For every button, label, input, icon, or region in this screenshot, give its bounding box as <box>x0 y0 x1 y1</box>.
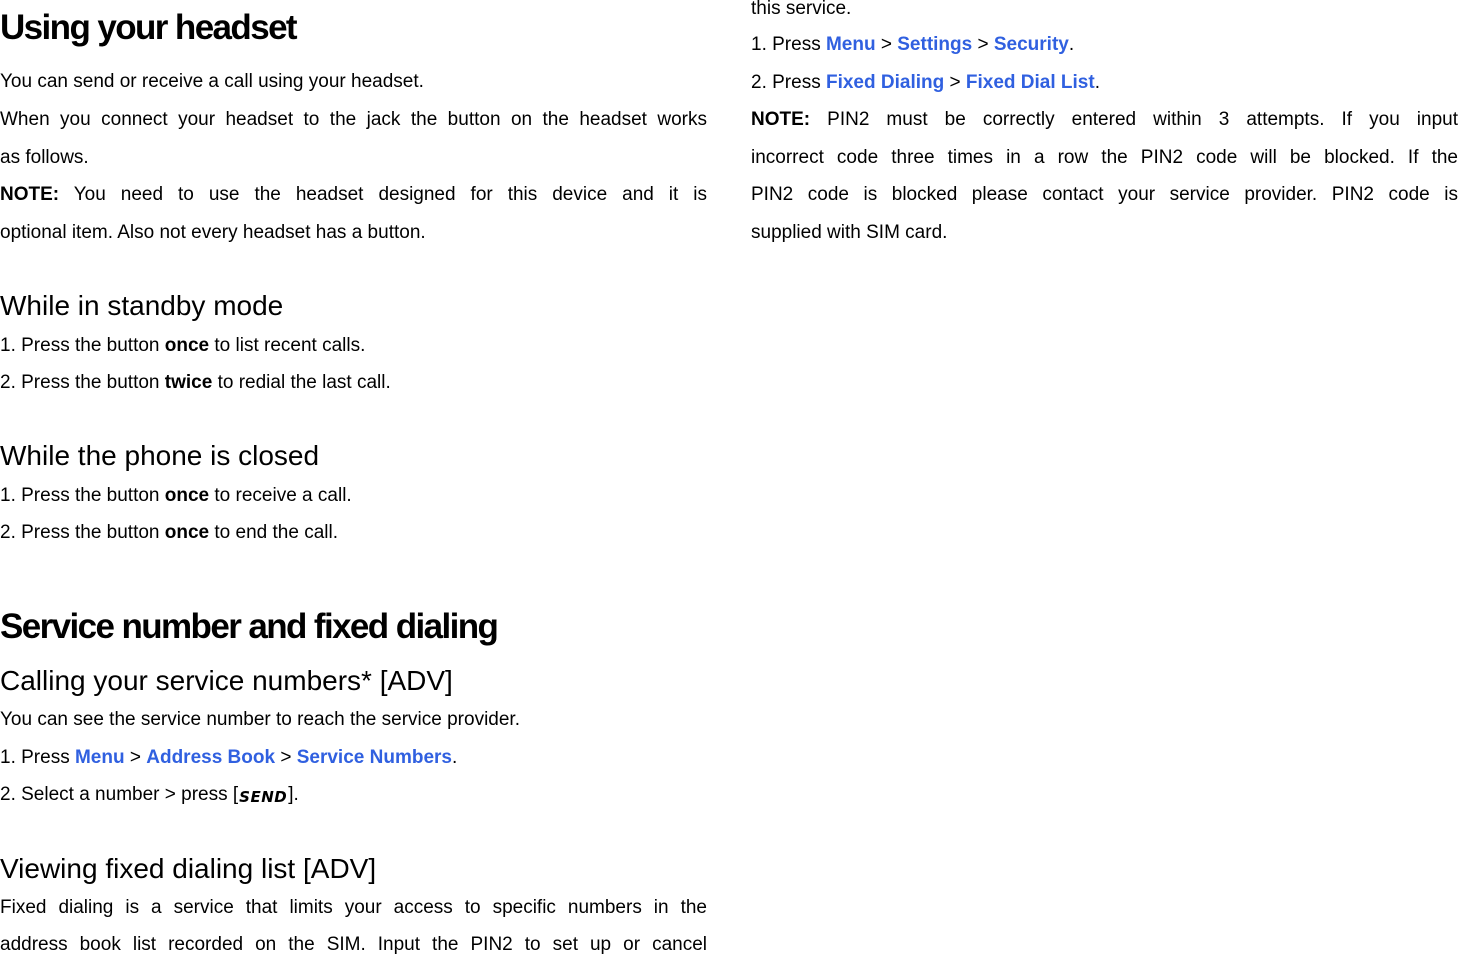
pin2-note-line1 <box>751 108 1458 132</box>
standby-heading: While in standby mode <box>0 290 284 321</box>
section-title-service: Service number and fixed dialing <box>0 607 498 646</box>
service-step-1: 1. Press Menu > Address Book > Service Numbers. <box>0 747 458 768</box>
headset-note-line2: optional item. Also not every headset has a button. <box>0 222 426 243</box>
menu-path-fixed-dialing: Fixed Dialing <box>825 72 945 93</box>
service-step-2: 2. Select a number > press [SEND]. <box>0 784 299 806</box>
standby-item-1: 1. Press the button once to list recent calls. <box>0 335 366 356</box>
menu-path-settings: Settings <box>897 34 973 55</box>
note-label: NOTE: <box>0 184 60 205</box>
menu-path-menu: Menu <box>825 34 876 55</box>
note-label: NOTE: <box>751 109 811 130</box>
closed-item-2: 2. Press the button once to end the call. <box>0 522 338 543</box>
pin2-note-line4: supplied with SIM card. <box>751 222 948 243</box>
headset-connect-line1: When you connect your headset to the jack the button on the headset works <box>0 109 707 130</box>
closed-heading: While the phone is closed <box>0 440 320 471</box>
menu-path-security: Security <box>993 34 1069 55</box>
pin2-note-line2: incorrect code three times in a row the PIN2 code will be blocked. If the <box>751 147 1458 168</box>
headset-note-line1 <box>0 183 707 207</box>
fixed-dialing-heading: Viewing fixed dialing list [ADV] <box>0 853 377 884</box>
fixed-step-2: 2. Press Fixed Dialing > Fixed Dial List. <box>751 72 1100 93</box>
note-text: PIN2 must be correctly entered within 3 attempts. If you input <box>827 109 1458 130</box>
headset-intro: You can send or receive a call using your headset. <box>0 71 424 92</box>
note-text: You need to use the headset designed for this device and it is <box>73 184 708 205</box>
menu-path-address-book: Address Book <box>146 747 276 768</box>
standby-item-2: 2. Press the button twice to redial the last call. <box>0 372 391 393</box>
pin2-note-line3: PIN2 code is blocked please contact your service provider. PIN2 code is <box>751 184 1458 205</box>
section-title-headset: Using your headset <box>0 8 296 47</box>
headset-connect-line2: as follows. <box>0 147 89 168</box>
service-numbers-heading: Calling your service numbers* [ADV] <box>0 665 453 696</box>
fixed-dialing-line2: address book list recorded on the SIM. Input the PIN2 to set up or cancel <box>0 934 707 955</box>
menu-path-service-numbers: Service Numbers <box>296 747 452 768</box>
service-numbers-text: You can see the service number to reach the service provider. <box>0 709 520 730</box>
fixed-dialing-continued: this service. <box>751 0 852 19</box>
closed-item-1: 1. Press the button once to receive a call. <box>0 485 352 506</box>
send-key-icon: SEND <box>239 788 288 806</box>
fixed-dialing-line1: Fixed dialing is a service that limits your access to specific numbers in the <box>0 897 707 918</box>
fixed-step-1: 1. Press Menu > Settings > Security. <box>751 34 1075 55</box>
menu-path-menu: Menu <box>74 747 125 768</box>
menu-path-fixed-dial-list: Fixed Dial List <box>965 72 1095 93</box>
